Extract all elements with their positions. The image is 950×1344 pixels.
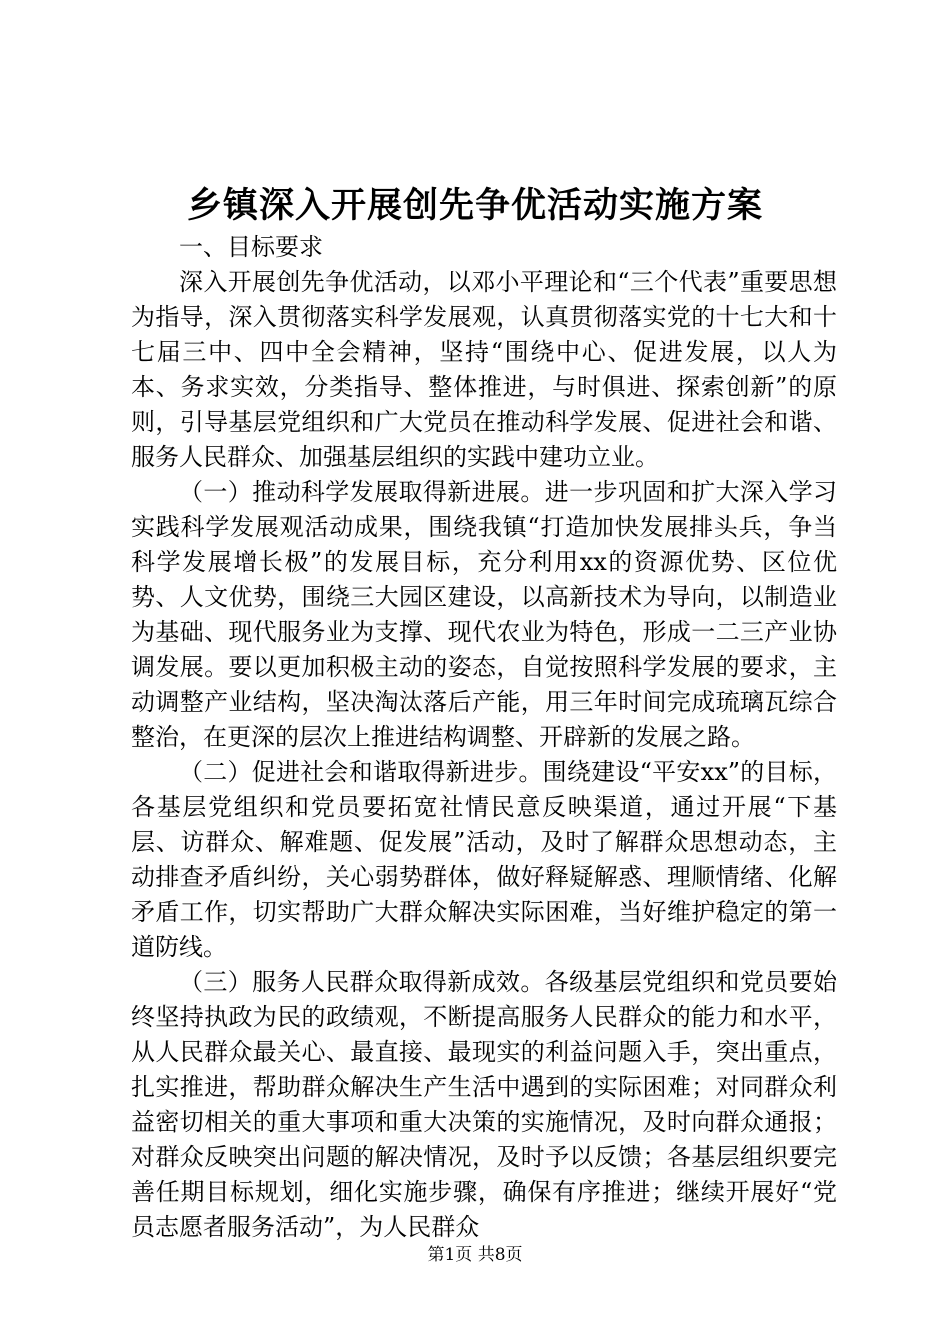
- document-title: 乡镇深入开展创先争优活动实施方案: [186, 185, 763, 226]
- paragraph: （二）促进社会和谐取得新进步。围绕建设“平安xx”的目标，各基层党组织和党员要拓宽社情民意反映渠道，通过开展“下基层、访群众、解难题、促发展”活动，及时了解群众思想动态，主动排查矛盾纠纷，关心弱势群体，做好释疑解惑、理顺情绪、化解矛盾工作，切实帮助广大群众解决实际困难，当好维护稳定的第一道防线。: [131, 758, 837, 961]
- section-heading: 一、目标要求: [179, 233, 323, 261]
- page-footer: 第1页 共8页: [427, 1245, 523, 1265]
- paragraph: （三）服务人民群众取得新成效。各级基层党组织和党员要始终坚持执政为民的政绩观，不断提高服务人民群众的能力和水平，从人民群众最关心、最直接、最现实的利益问题入手，突出重点，扎实推进，帮助群众解决生产生活中遇到的实际困难；对同群众利益密切相关的重大事项和重大决策的实施情况，及时向群众通报；对群众反映突出问题的解决情况，及时予以反馈；各基层组织要完善任期目标规划，细化实施步骤，确保有序推进；继续开展好“党员志愿者服务活动”，为人民群众: [131, 968, 837, 1241]
- paragraph: （一）推动科学发展取得新进展。进一步巩固和扩大深入学习实践科学发展观活动成果，围绕我镇“打造加快发展排头兵，争当科学发展增长极”的发展目标，充分利用xx的资源优势、区位优势、人文优势，围绕三大园区建设，以高新技术为导向，以制造业为基础、现代服务业为支撑、现代农业为特色，形成一二三产业协调发展。要以更加积极主动的姿态，自觉按照科学发展的要求，主动调整产业结构，坚决淘汰落后产能，用三年时间完成琉璃瓦综合整治，在更深的层次上推进结构调整、开辟新的发展之路。: [131, 478, 837, 751]
- paragraph: 深入开展创先争优活动，以邓小平理论和“三个代表”重要思想为指导，深入贯彻落实科学发展观，认真贯彻落实党的十七大和十七届三中、四中全会精神，坚持“围绕中心、促进发展，以人为本、务求实效，分类指导、整体推进，与时俱进、探索创新”的原则，引导基层党组织和广大党员在推动科学发展、促进社会和谐、服务人民群众、加强基层组织的实践中建功立业。: [131, 268, 837, 471]
- document-body: [131, 230, 837, 1245]
